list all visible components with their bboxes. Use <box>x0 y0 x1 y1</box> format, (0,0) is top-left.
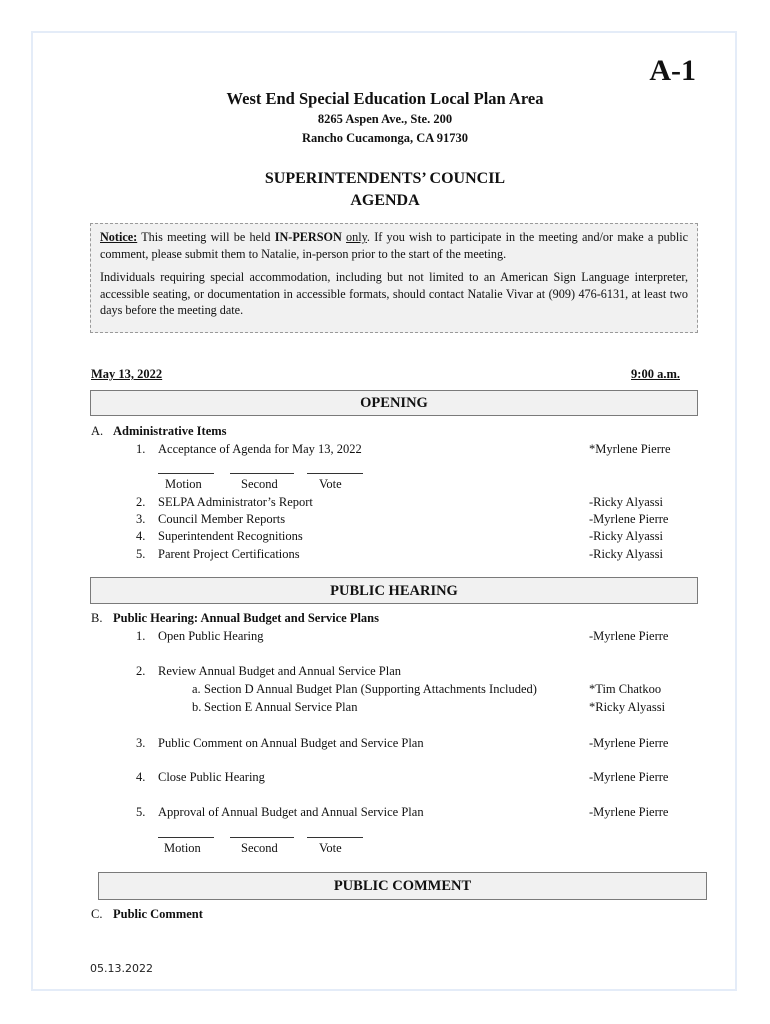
b-item-1-presenter: -Myrlene Pierre <box>589 629 669 643</box>
second-blank-line <box>230 473 294 474</box>
b-item-4-num: 4. <box>136 770 146 784</box>
a-item-5-text: Parent Project Certifications <box>158 547 300 561</box>
section-c-title: Public Comment <box>113 907 203 921</box>
b-subitem-b-text: Section E Annual Service Plan <box>204 700 358 714</box>
a-item-4-text: Superintendent Recognitions <box>158 529 303 543</box>
b-subitem-a-presenter: *Tim Chatkoo <box>589 682 662 696</box>
a-item-4-num: 4. <box>136 529 146 543</box>
b-item-4-text: Close Public Hearing <box>158 770 265 784</box>
a-item-5-presenter: -Ricky Alyassi <box>589 547 663 561</box>
address-line-2: Rancho Cucamonga, CA 91730 <box>302 131 468 145</box>
document-id: A-1 <box>649 54 696 87</box>
section-b-title: Public Hearing: Annual Budget and Service Plans <box>113 611 380 625</box>
section-header-public-comment: PUBLIC COMMENT <box>98 872 707 900</box>
motion-blank-line <box>158 837 214 838</box>
b-subitem-b-num: b. <box>192 700 202 714</box>
vote-label: Vote <box>319 477 342 491</box>
notice-only: only <box>346 230 367 244</box>
b-item-5-num: 5. <box>136 805 146 819</box>
b-item-2-num: 2. <box>136 664 146 678</box>
b-item-3-text: Public Comment on Annual Budget and Service Plan <box>158 736 424 750</box>
agenda-title: AGENDA <box>350 192 420 209</box>
vote-label: Vote <box>319 841 342 855</box>
a-item-3-presenter: -Myrlene Pierre <box>589 512 669 526</box>
a-item-3-num: 3. <box>136 512 146 526</box>
a-item-1-presenter: *Myrlene Pierre <box>589 442 671 456</box>
a-item-3-text: Council Member Reports <box>158 512 286 526</box>
section-a-letter: A. <box>91 424 104 438</box>
notice-label: Notice: <box>100 230 138 244</box>
motion-blank-line <box>158 473 214 474</box>
second-blank-line <box>230 837 294 838</box>
meeting-date: May 13, 2022 <box>91 367 163 381</box>
footer-date: 05.13.2022 <box>90 962 153 975</box>
a-item-4-presenter: -Ricky Alyassi <box>589 529 663 543</box>
section-header-opening: OPENING <box>90 390 698 416</box>
notice-in-person: IN-PERSON <box>274 230 342 244</box>
notice-box <box>90 223 698 333</box>
notice-text-d: . If you wish to participate in the meeting and/or make a public comment, please submit them to Natalie, in-person prior to the start of the meeting. <box>100 230 689 261</box>
a-item-5-num: 5. <box>136 547 146 561</box>
b-item-5-presenter: -Myrlene Pierre <box>589 805 669 819</box>
meeting-time: 9:00 a.m. <box>631 367 680 381</box>
org-title: West End Special Education Local Plan Area <box>226 89 544 108</box>
notice-text-a: This meeting will be held <box>141 230 271 244</box>
b-item-1-text: Open Public Hearing <box>158 629 264 643</box>
section-b-letter: B. <box>91 611 103 625</box>
address-line-1: 8265 Aspen Ave., Ste. 200 <box>317 112 453 126</box>
notice-paragraph-2: Individuals requiring special accommodation, including but not limited to an American Sign Language interpreter, accessible seating, or documentation in accessible formats, should contact Natalie Vivar at (909) 476-6131, at least two days before the meeting date. <box>100 270 688 317</box>
a-item-1-text: Acceptance of Agenda for May 13, 2022 <box>158 442 362 456</box>
b-subitem-a-num: a. <box>192 682 201 696</box>
notice-paragraph-1 <box>100 229 688 262</box>
b-subitem-b-presenter: *Ricky Alyassi <box>589 700 666 714</box>
a-item-2-text: SELPA Administrator’s Report <box>158 495 313 509</box>
vote-blank-line <box>307 837 363 838</box>
b-item-5-text: Approval of Annual Budget and Annual Service Plan <box>158 805 424 819</box>
council-title: SUPERINTENDENTS’ COUNCIL <box>264 170 506 187</box>
b-item-2-text: Review Annual Budget and Annual Service Plan <box>158 664 402 678</box>
section-header-public-hearing: PUBLIC HEARING <box>90 577 698 604</box>
b-item-1-num: 1. <box>136 629 146 643</box>
a-item-1-num: 1. <box>136 442 146 456</box>
b-subitem-a-text: Section D Annual Budget Plan (Supporting Attachments Included) <box>204 682 537 696</box>
b-item-4-presenter: -Myrlene Pierre <box>589 770 669 784</box>
motion-label: Motion <box>164 841 201 855</box>
motion-label: Motion <box>165 477 202 491</box>
second-label: Second <box>241 477 278 491</box>
a-item-2-presenter: -Ricky Alyassi <box>589 495 663 509</box>
b-item-3-num: 3. <box>136 736 146 750</box>
second-label: Second <box>241 841 278 855</box>
b-item-3-presenter: -Myrlene Pierre <box>589 736 669 750</box>
a-item-2-num: 2. <box>136 495 146 509</box>
vote-blank-line <box>307 473 363 474</box>
section-a-title: Administrative Items <box>113 424 227 438</box>
section-c-letter: C. <box>91 907 103 921</box>
